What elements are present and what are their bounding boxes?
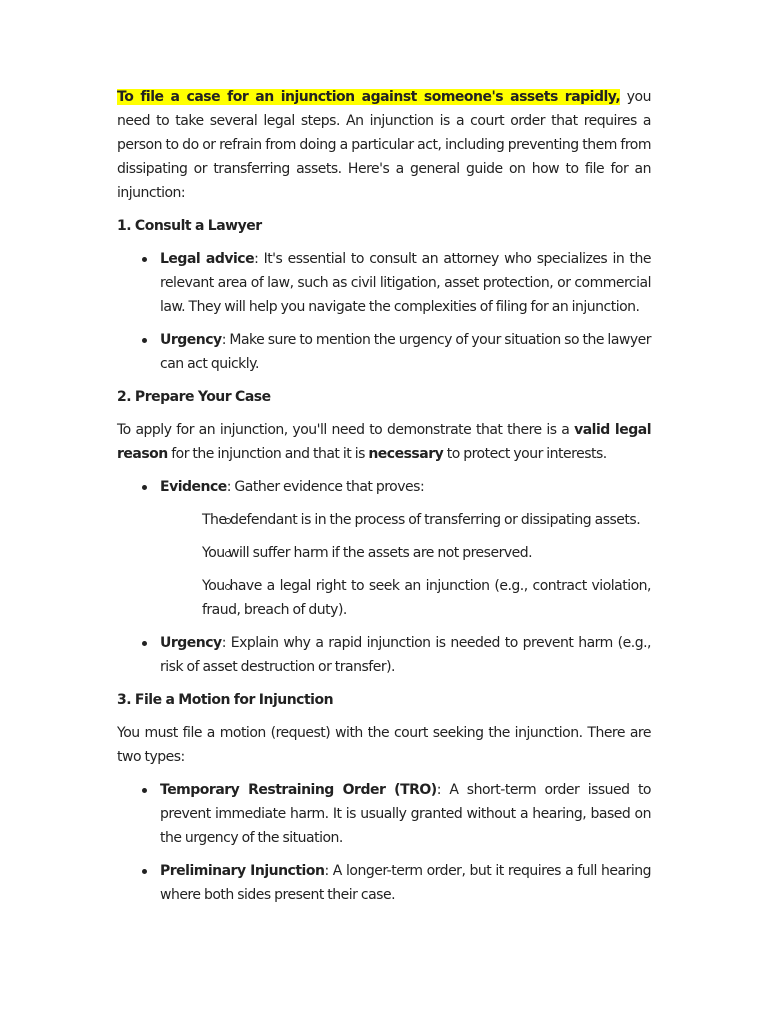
list-item-term: Urgency — [160, 332, 222, 348]
list-item-urgency — [117, 328, 651, 376]
emphasis-necessary: necessary — [368, 446, 444, 462]
paragraph-text: to protect your interests. — [443, 446, 607, 462]
list-item-term: Urgency — [160, 635, 222, 651]
consult-lawyer-list — [117, 247, 651, 376]
file-motion-paragraph: You must file a motion (request) with the court seeking the injunction. There are two types: — [117, 725, 651, 765]
list-item-term: Evidence — [160, 479, 227, 495]
list-item-urgency-explain — [117, 631, 651, 679]
sub-list-item: The defendant is in the process of transferring or dissipating assets. — [160, 508, 651, 532]
sub-list-item: You will suffer harm if the assets are not preserved. — [160, 541, 651, 565]
list-item-term: Legal advice — [160, 251, 255, 267]
list-item-evidence — [117, 475, 651, 622]
section-heading-consult-lawyer: 1. Consult a Lawyer — [117, 218, 262, 234]
list-item-term: Temporary Restraining Order (TRO) — [160, 782, 437, 798]
list-item-text: : Explain why a rapid injunction is needed to prevent harm (e.g., risk of asset destruction or transfer). — [160, 635, 651, 675]
list-item-text: : It's essential to consult an attorney who specializes in the relevant area of law, such as civil litigation, asset protection, or commercial law. They will help you navigate the complexities of filing for an injunction. — [160, 251, 652, 315]
prepare-case-list — [117, 475, 651, 679]
emphasis-valid-legal-reason: valid legal reason — [117, 422, 651, 462]
sub-list-item: You have a legal right to seek an injunction (e.g., contract violation, fraud, breach of duty). — [160, 574, 651, 622]
prepare-case-paragraph — [117, 418, 651, 466]
highlighted-lead-sentence: To file a case for an injunction against someone's assets rapidly, — [117, 89, 621, 105]
document-page — [117, 85, 651, 916]
list-item-text: : A short-term order issued to prevent immediate harm. It is usually granted without a hearing, based on the urgency of the situation. — [160, 782, 651, 846]
intro-paragraph — [117, 85, 651, 205]
list-item-text: : A longer-term order, but it requires a full hearing where both sides present their case. — [160, 863, 651, 903]
evidence-sub-list — [160, 508, 651, 622]
section-heading-file-motion: 3. File a Motion for Injunction — [117, 692, 334, 708]
list-item-text: : Gather evidence that proves: — [226, 479, 425, 495]
list-item-tro — [117, 778, 651, 850]
paragraph-text: To apply for an injunction, you'll need to demonstrate that there is a — [117, 422, 575, 438]
list-item-term: Preliminary Injunction — [160, 863, 325, 879]
list-item-text: : Make sure to mention the urgency of your situation so the lawyer can act quickly. — [160, 332, 651, 372]
intro-text: you need to take several legal steps. An injunction is a court order that requires a person to do or refrain from doing a particular act, including preventing them from dissipating or transferring assets. Here's a general guide on how to file for an injunction: — [117, 89, 651, 201]
list-item-legal-advice — [117, 247, 651, 319]
paragraph-text: for the injunction and that it is — [167, 446, 369, 462]
section-heading-prepare-case: 2. Prepare Your Case — [117, 389, 271, 405]
list-item-preliminary-injunction — [117, 859, 651, 907]
motion-types-list — [117, 778, 651, 907]
